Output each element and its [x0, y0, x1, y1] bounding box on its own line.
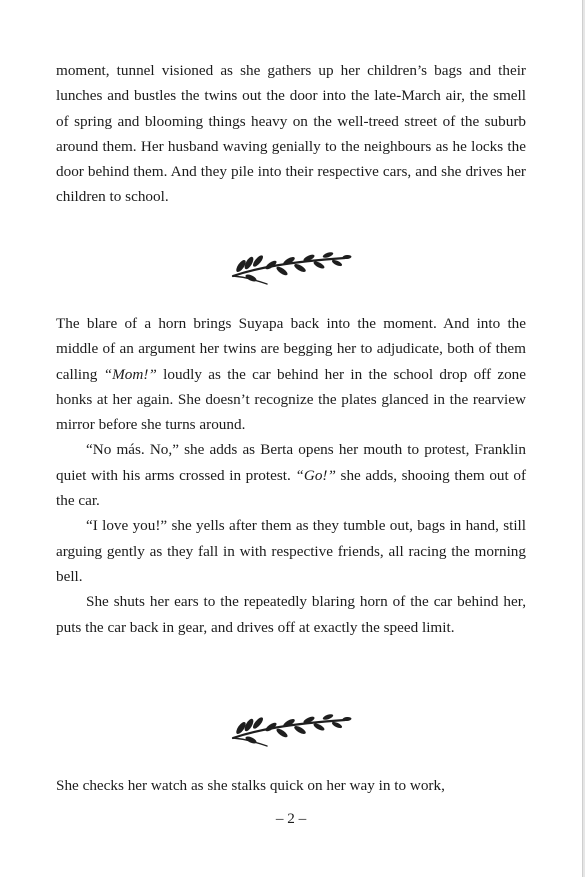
laurel-branch-icon: [227, 250, 353, 286]
text-section-2: [56, 311, 526, 640]
paragraph: moment, tunnel visioned as she gathers up her children’s bags and their lunches and bustles the twins out the door into the late-March air, the smell of spring and blooming things heavy on the well-treed street of the suburb around them. Her husband waving genially to the neighbours as he locks the door behind them. And they pile into their respective cars, and she drives her children to school.: [56, 62, 526, 206]
paragraph-text: loudly as the car behind her in the school drop off zone honks at her again. She doesn’t recognize the plates glanced in the rearview mirror before she turns around.: [56, 365, 527, 434]
emphasis-text: “Go!”: [295, 466, 336, 484]
paragraph: [56, 437, 526, 513]
page-number: – 2 –: [275, 810, 307, 827]
paragraph: [56, 311, 526, 437]
emphasis-text: “Mom!”: [103, 365, 157, 383]
section-break-ornament: [227, 250, 353, 286]
paragraph-text: “No más. No,” she adds as Berta opens her mouth to protest, Franklin quiet with his arms crossed in protest.: [56, 441, 526, 484]
paragraph: She shuts her ears to the repeatedly blaring horn of the car behind her, puts the car back in gear, and drives off at exactly the speed limit.: [56, 593, 526, 636]
text-section-1: [56, 58, 526, 210]
paragraph-text: she adds, shooing them out of the car.: [56, 466, 527, 510]
paragraph-text: The blare of a horn brings Suyapa back into the moment. And into the middle of an argument her twins are begging her to adjudicate, both of them calling: [56, 315, 526, 383]
paragraph: She checks her watch as she stalks quick on her way in to work,: [56, 777, 445, 794]
text-section-3: [56, 773, 526, 798]
section-break-ornament: [227, 712, 353, 748]
paragraph: “I love you!” she yells after them as they tumble out, bags in hand, still arguing gently as they fall in with respective friends, all racing the morning bell.: [56, 517, 526, 585]
laurel-branch-icon: [227, 712, 353, 748]
